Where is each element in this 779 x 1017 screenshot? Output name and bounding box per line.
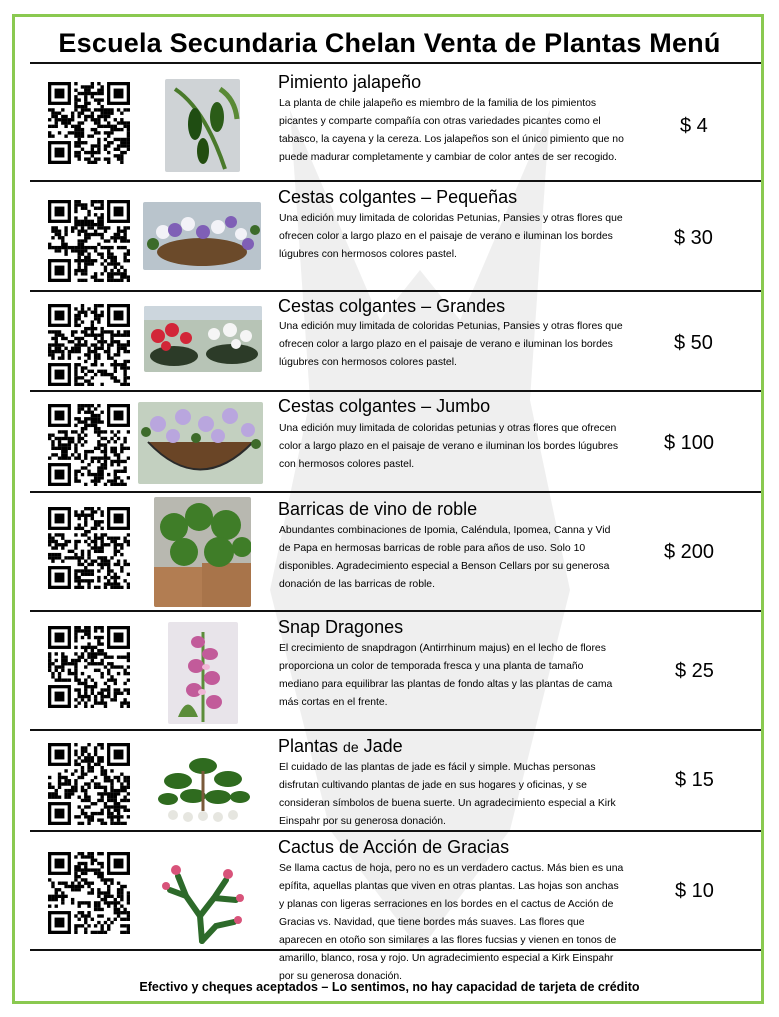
qr-code-icon[interactable] — [48, 626, 130, 708]
hanging-basket-small-photo — [143, 202, 261, 270]
menu-item-thanksgiving-cactus — [30, 832, 761, 982]
menu-item-basket-jumbo — [30, 392, 761, 493]
item-description: El cuidado de las plantas de jade es fácil y simple. Muchas personas disfrutan cultivando plantas de jade en sus hogares y oficinas, y se consideran símbolos de buena suerte. Un agradecimiento especial a Kirk Einspahr por su generosa donación. — [279, 762, 616, 827]
menu-item-jalapeno — [30, 62, 761, 182]
item-price: $ 200 — [664, 541, 715, 563]
qr-code-icon[interactable] — [48, 743, 130, 825]
item-price: $ 4 — [680, 115, 708, 137]
qr-code-icon[interactable] — [48, 82, 130, 164]
item-name: Pimiento jalapeño — [278, 72, 422, 92]
item-price: $ 15 — [675, 769, 714, 791]
menu-item-basket-large — [30, 292, 761, 392]
oak-barrel-photo — [154, 497, 251, 607]
item-price: $ 30 — [674, 227, 713, 249]
payment-note: Efectivo y cheques aceptados – Lo sentimos, no hay capacidad de tarjeta de crédito — [139, 980, 640, 994]
item-description: La planta de chile jalapeño es miembro de la familia de los pimientos picantes y comparte compañía con otras variedades picantes como el tabasco, la cayena y la cereza. Los jalapeños son el único pimiento que no puede madurar completamente y cambiar de color antes de ser recogido. — [279, 98, 624, 163]
qr-code-icon[interactable] — [48, 852, 130, 934]
menu-item-snapdragons — [30, 612, 761, 731]
item-description: Abundantes combinaciones de Ipomia, Caléndula, Ipomea, Canna y Vid de Papa en hermosas barricas de roble para años de uso. Solo 10 disponibles. Agradecimiento especial a Benson Cellars por su generosa donación de las barricas de roble. — [279, 525, 611, 590]
hanging-basket-large-photo — [144, 306, 262, 372]
item-name: Snap Dragones — [278, 617, 404, 637]
qr-code-icon[interactable] — [48, 507, 130, 589]
item-description: Una edición muy limitada de coloridas petunias y otras flores que ofrecen color a largo plazo en el paisaje de verano e iluminan los bordes lúgubres con hermosos colores pastel. — [279, 423, 619, 470]
jade-plant-photo — [148, 741, 258, 823]
item-description: Se llama cactus de hoja, pero no es un verdadero cactus. Más bien es una epífita, aquellas plantas que viven en otras plantas. Las hojas son anchas y planas con ligeras serraciones en los bordes en el cactus de Acción de Gracias vs. Navidad, que tiene bordes más suaves. Las flores que aparecen en otoño son similares a las flores fucsias y vienen en tonos de amarillo, blanco, rosa y rojo. Un agradecimiento especial a Kirk Einspahr por su generosa donación. — [279, 863, 624, 982]
item-price: $ 50 — [674, 332, 713, 354]
item-description: El crecimiento de snapdragon (Antirrhinum majus) en el lecho de flores proporciona un color de temporada fresca y una planta de tamaño mediano para equilibrar las plantas de fondo altas y las plantas de cama más cortas en el frente. — [279, 643, 613, 708]
item-name: Cestas colgantes – Grandes — [278, 296, 506, 316]
item-price: $ 25 — [675, 660, 714, 682]
jalapeno-photo — [165, 79, 240, 172]
menu-item-basket-small — [30, 182, 761, 292]
item-name: Cestas colgantes – Pequeñas — [278, 187, 518, 207]
qr-code-icon[interactable] — [48, 200, 130, 282]
snapdragon-photo — [168, 622, 238, 724]
menu-item-oak-barrels — [30, 493, 761, 612]
item-name: Plantas de Jade — [278, 736, 403, 756]
item-price: $ 10 — [675, 880, 714, 902]
item-name: Barricas de vino de roble — [278, 499, 478, 519]
item-name: Cestas colgantes – Jumbo — [278, 396, 491, 416]
item-price: $ 100 — [664, 432, 715, 454]
menu-item-jade — [30, 731, 761, 832]
thanksgiving-cactus-photo — [156, 856, 248, 944]
qr-code-icon[interactable] — [48, 304, 130, 386]
hanging-basket-jumbo-photo — [138, 402, 263, 484]
item-name: Cactus de Acción de Gracias — [278, 837, 510, 857]
qr-code-icon[interactable] — [48, 404, 130, 486]
item-description: Una edición muy limitada de coloridas Petunias, Pansies y otras flores que ofrecen color a largo plazo en el paisaje de verano e iluminan los bordes lúgubres con hermosos colores pastel. — [279, 321, 623, 368]
page-title: Escuela Secundaria Chelan Venta de Plantas Menú — [58, 28, 721, 58]
item-description: Una edición muy limitada de coloridas Petunias, Pansies y otras flores que ofrecen color a largo plazo en el paisaje de verano e iluminan los bordes lúgubres con hermosos colores pastel. — [279, 213, 623, 260]
